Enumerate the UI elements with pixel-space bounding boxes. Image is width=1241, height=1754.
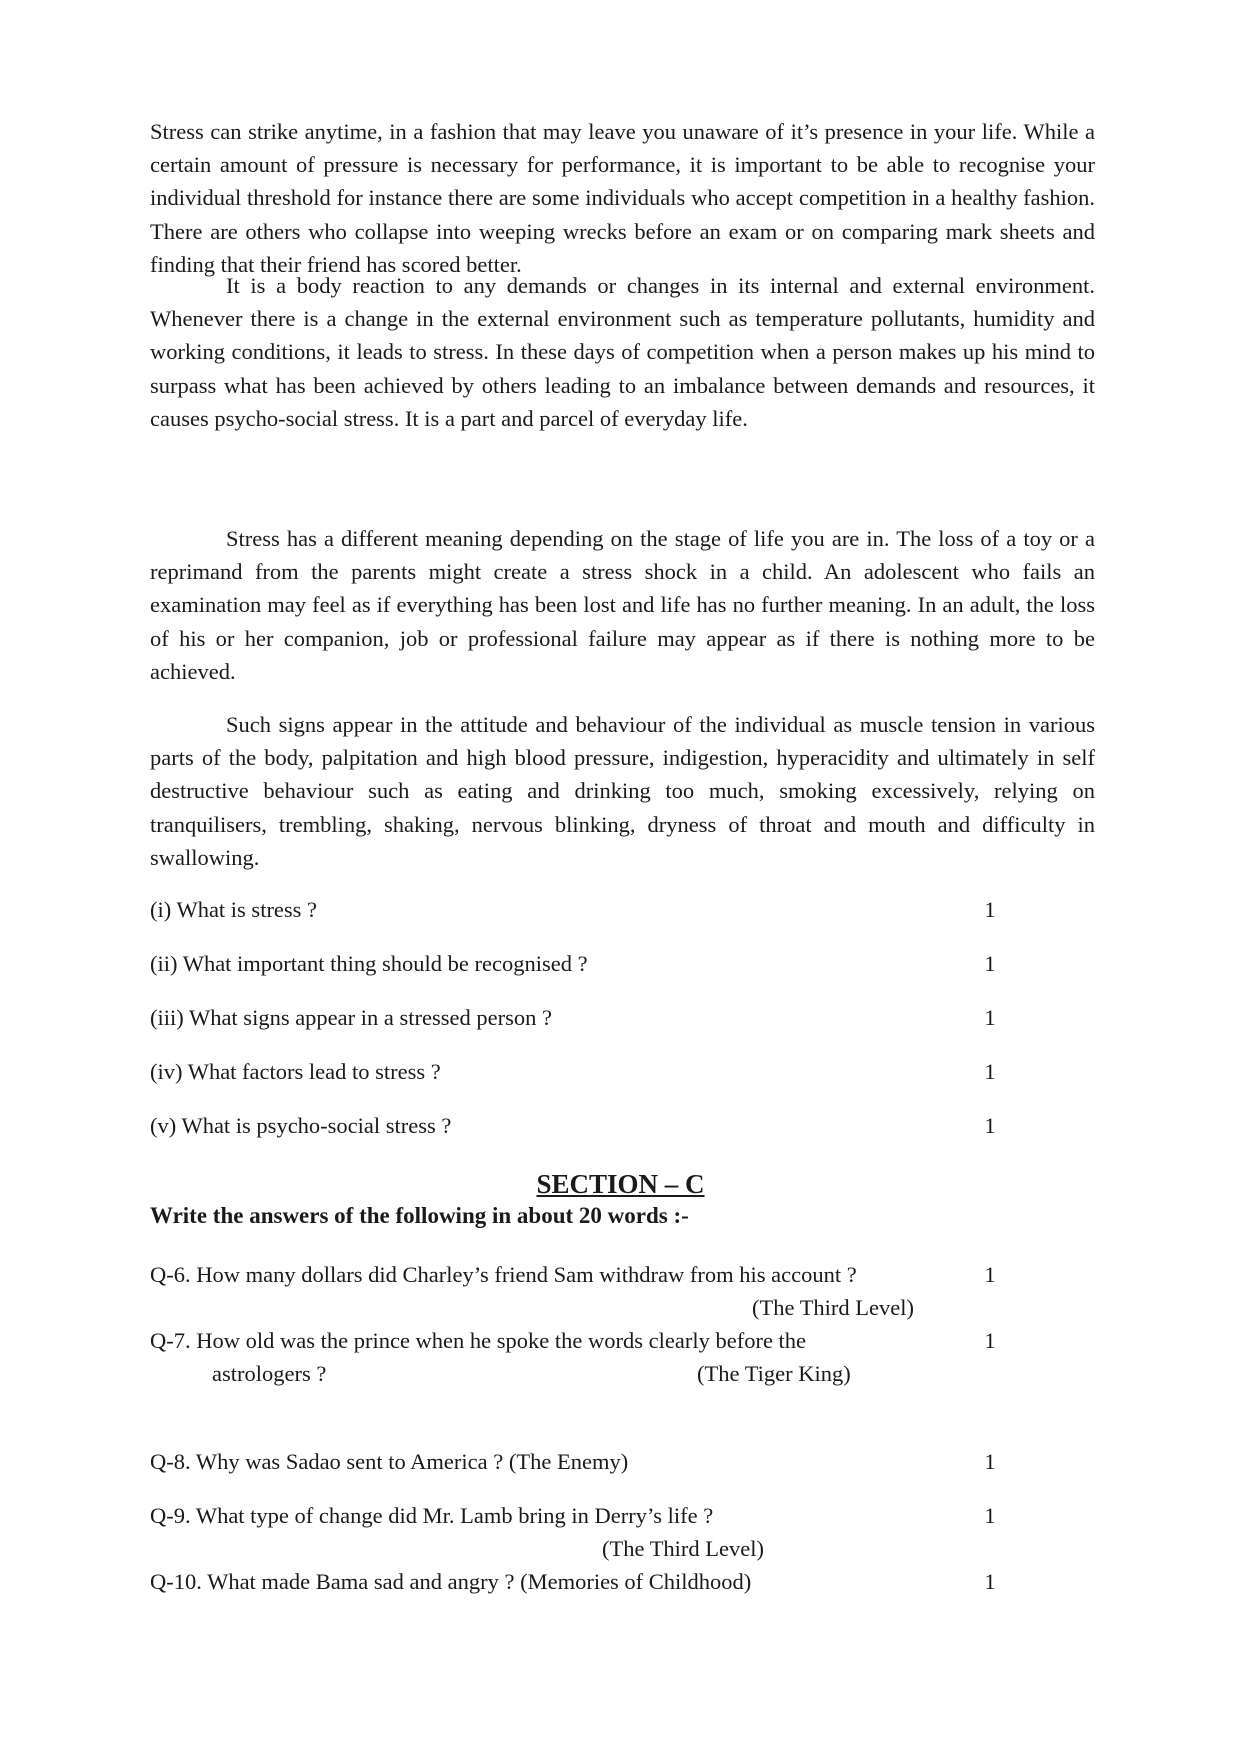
comprehension-question-5: (v) What is psycho-social stress ? — [150, 1113, 452, 1138]
passage-paragraph-4: Such signs appear in the attitude and behaviour of the individual as muscle tension in various parts of the body, palpitation and high blood pressure, indigestion, hyperacidity and ultimately in self destructive behaviour such as eating and drinking too much, smoking excessively, relying on tranquilisers, trembling, shaking, nervous blinking, dryness of throat and mouth and difficulty in swallowing. — [150, 712, 1095, 870]
question-9: Q-9. What type of change did Mr. Lamb bring in Derry’s life ? — [150, 1503, 714, 1528]
question-marks: 1 — [984, 1449, 996, 1474]
section-title: SECTION – C — [536, 1169, 705, 1199]
question-source: (The Third Level) — [602, 1536, 765, 1561]
question-8: Q-8. Why was Sadao sent to America ? (The Enemy) — [150, 1449, 629, 1474]
question-source: (The Tiger King) — [697, 1361, 851, 1386]
question-marks: 1 — [984, 1569, 996, 1594]
question-marks: 1 — [984, 951, 996, 976]
question-marks: 1 — [984, 897, 996, 922]
comprehension-question-3: (iii) What signs appear in a stressed person ? — [150, 1005, 552, 1030]
passage-paragraph-2: It is a body reaction to any demands or changes in its internal and external environment. Whenever there is a change in the external environment such as temperature pollutants, humidity and working conditions, it leads to stress. In these days of competition when a person makes up his mind to surpass what has been achieved by others leading to an imbalance between demands and resources, it causes psycho-social stress. It is a part and parcel of everyday life. — [150, 273, 1095, 431]
question-marks: 1 — [984, 1328, 996, 1353]
question-source: (The Third Level) — [752, 1295, 915, 1320]
question-7-continuation: astrologers ? — [212, 1361, 327, 1386]
passage-paragraph-3: Stress has a different meaning depending on the stage of life you are in. The loss of a toy or a reprimand from the parents might create a stress shock in a child. An adolescent who fails an examination may feel as if everything has been lost and life has no further meaning. In an adult, the loss of his or her companion, job or professional failure may appear as if there is nothing more to be achieved. — [150, 526, 1095, 684]
question-marks: 1 — [984, 1005, 996, 1030]
comprehension-question-4: (iv) What factors lead to stress ? — [150, 1059, 441, 1084]
question-10: Q-10. What made Bama sad and angry ? (Memories of Childhood) — [150, 1569, 752, 1594]
question-marks: 1 — [984, 1113, 996, 1138]
question-6: Q-6. How many dollars did Charley’s friend Sam withdraw from his account ? — [150, 1262, 857, 1287]
comprehension-question-2: (ii) What important thing should be recognised ? — [150, 951, 588, 976]
question-marks: 1 — [984, 1262, 996, 1287]
comprehension-question-1: (i) What is stress ? — [150, 897, 318, 922]
question-7: Q-7. How old was the prince when he spoke the words clearly before the — [150, 1328, 807, 1353]
question-marks: 1 — [984, 1059, 996, 1084]
question-marks: 1 — [984, 1503, 996, 1528]
passage-paragraph-1: Stress can strike anytime, in a fashion that may leave you unaware of it’s presence in your life. While a certain amount of pressure is necessary for performance, it is important to be able to recognise your individual threshold for instance there are some individuals who accept competition in a healthy fashion. There are others who collapse into weeping wrecks before an exam or on comparing mark sheets and finding that their friend has scored better. — [150, 119, 1095, 277]
section-instruction: Write the answers of the following in about 20 words :- — [150, 1203, 689, 1228]
